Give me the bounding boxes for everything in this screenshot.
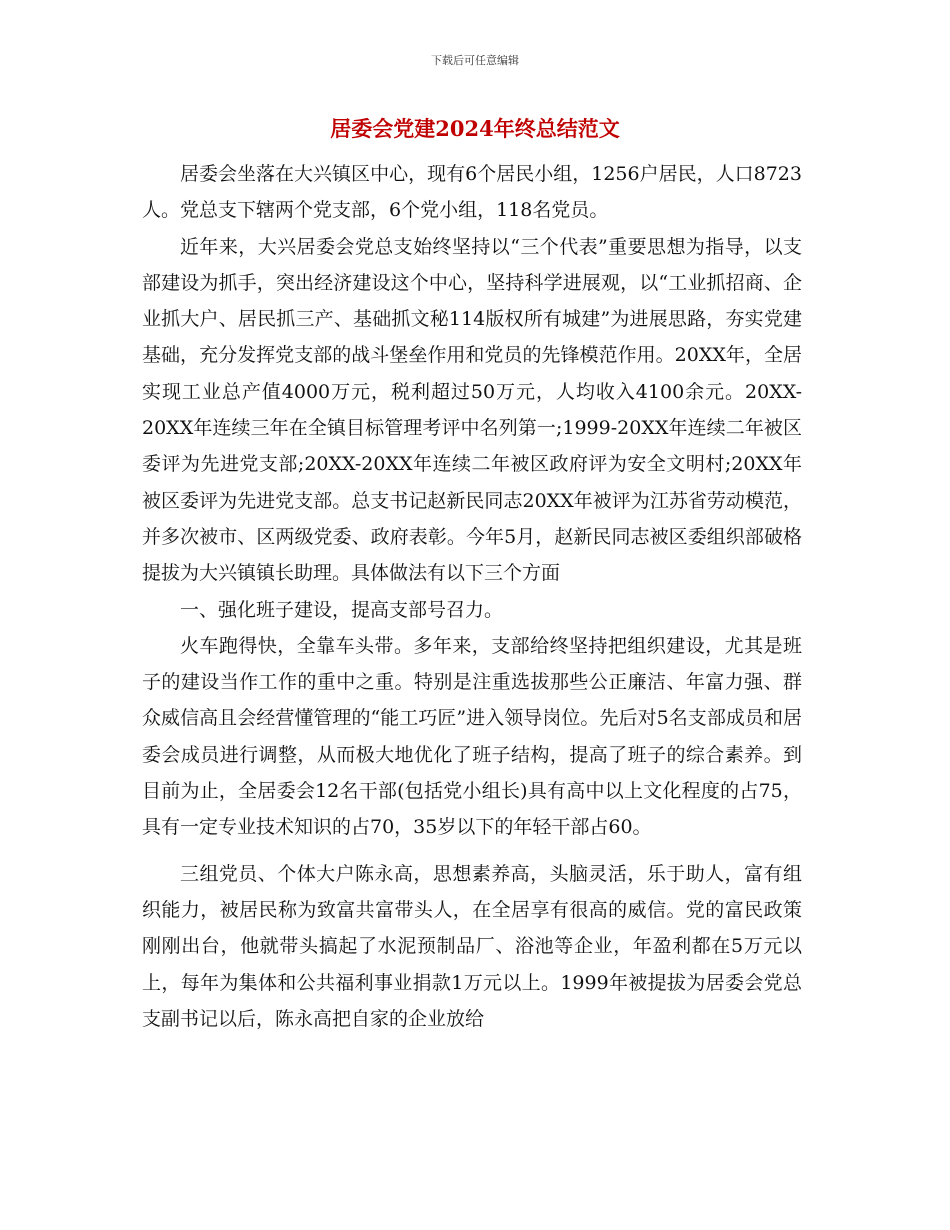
document-body	[142, 156, 802, 1037]
paragraph-chen-yonggao: 三组党员、个体大户陈永高，思想素养高，头脑灵活，乐于助人，富有组织能力，被居民称为致富共富带头人，在全居享有很高的威信。党的富民政策刚刚出台，他就带头搞起了水泥预制品厂、浴池等企业，年盈利都在5万元以上，每年为集体和公共福利事业捐款1万元以上。1999年被提拔为居委会党总支副书记以后，陈永高把自家的企业放给	[142, 862, 802, 1030]
document-title: 居委会党建2024年终总结范文	[330, 116, 620, 141]
paragraph-achievements: 近年来，大兴居委会党总支始终坚持以“三个代表”重要思想为指导，以支部建设为抓手，突出经济建设这个中心，坚持科学进展观，以“工业抓招商、企业抓大户、居民抓三产、基础抓文秘114版权所有城建”为进展思路，夯实党建基础，充分发挥党支部的战斗堡垒作用和党员的先锋模范作用。20XX年，全居实现工业总产值4000万元，税利超过50万元，人均收入4100余元。20XX-20XX年连续三年在全镇目标管理考评中名列第一;1999-20XX年连续二年被区委评为先进党支部;20XX-20XX年连续二年被区政府评为安全文明村;20XX年被区委评为先进党支部。总支书记赵新民同志20XX年被评为江苏省劳动模范，并多次被市、区两级党委、政府表彰。今年5月，赵新民同志被区委组织部破格提拔为大兴镇镇长助理。具体做法有以下三个方面	[142, 235, 802, 585]
paragraph-intro: 居委会坐落在大兴镇区中心，现有6个居民小组，1256户居民，人口8723人。党总支下辖两个党支部，6个党小组，118名党员。	[142, 163, 802, 222]
header-note: 下载后可任意编辑	[431, 54, 519, 67]
section-heading-1: 一、强化班子建设，提高支部号召力。	[180, 598, 504, 621]
paragraph-team-building: 火车跑得快，全靠车头带。多年来，支部给终坚持把组织建设，尤其是班子的建设当作工作的重中之重。特别是注重选拔那些公正廉洁、年富力强、群众威信高且会经营懂管理的“能工巧匠”进入领导岗位。先后对5名支部成员和居委会成员进行调整，从而极大地优化了班子结构，提高了班子的综合素养。到目前为止，全居委会12名干部(包括党小组长)具有高中以上文化程度的占75，具有一定专业技术知识的占70，35岁以下的年轻干部占60。	[142, 634, 802, 839]
